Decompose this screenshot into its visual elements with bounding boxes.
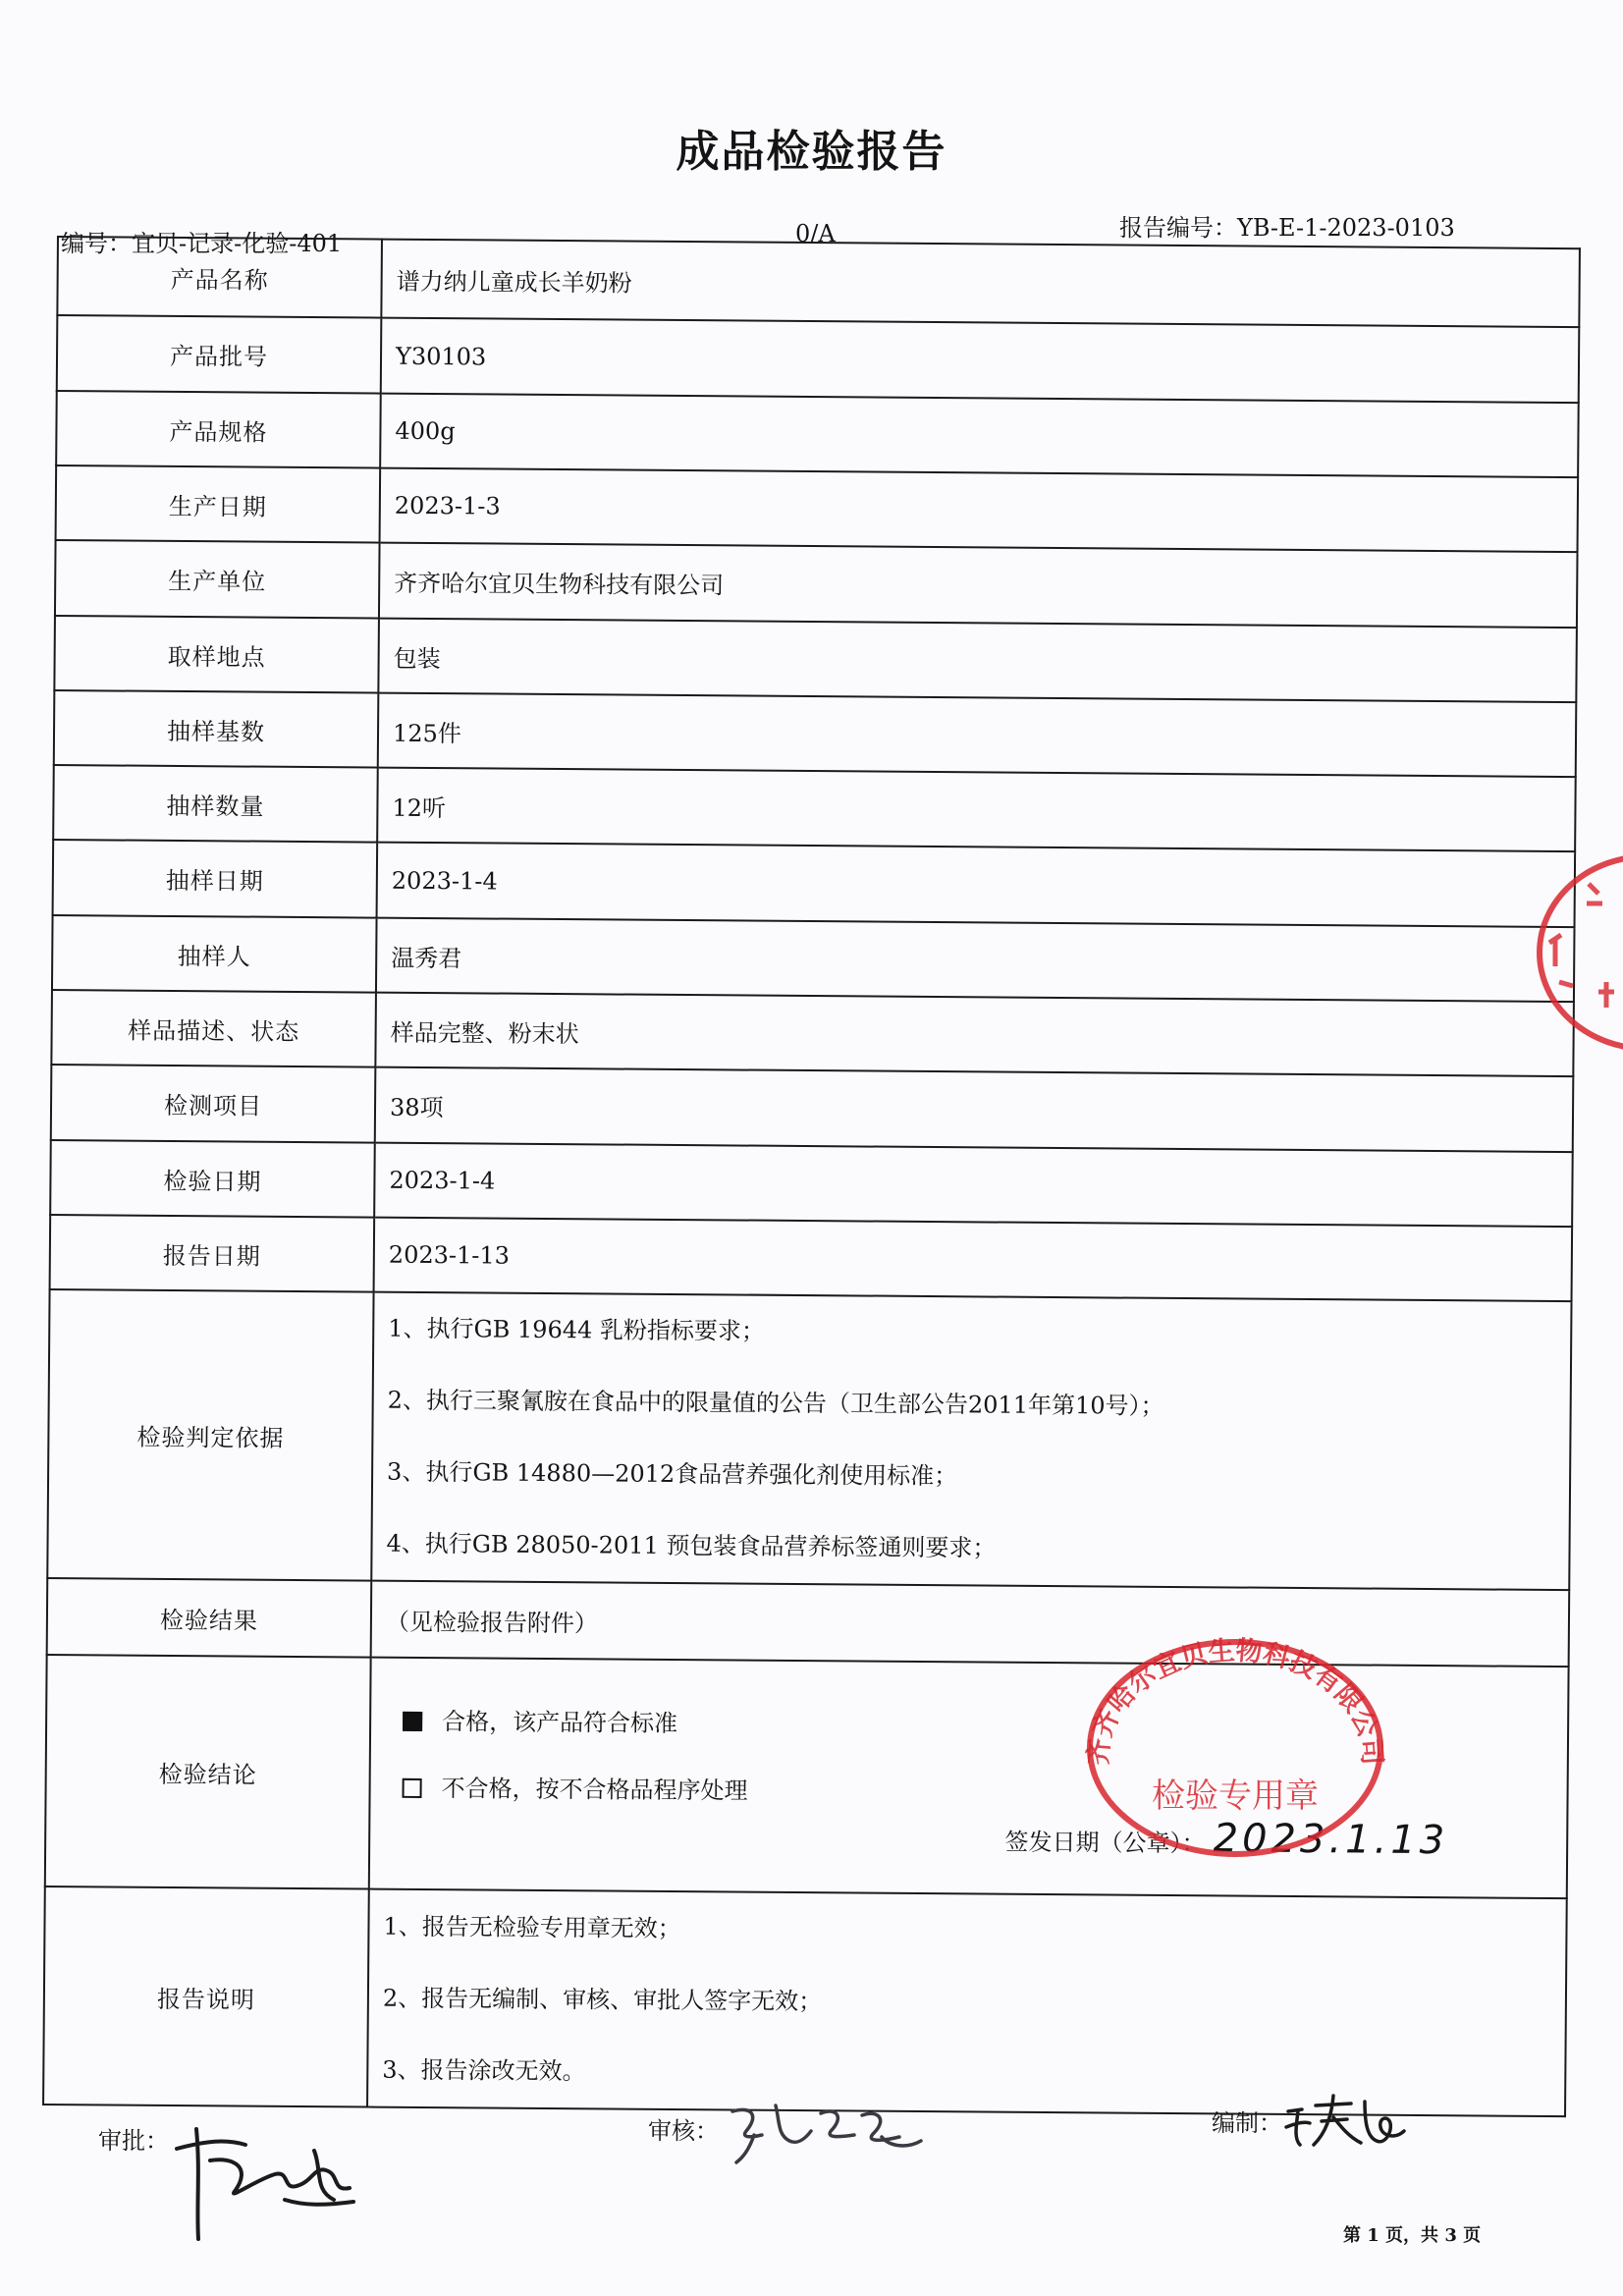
table-row bbox=[55, 540, 1578, 628]
report-number: 报告编号：YB-E-1-2023-0103 bbox=[1119, 214, 1455, 242]
checked-box-icon bbox=[403, 1712, 422, 1731]
note-item: 1、报告无检验专用章无效； bbox=[383, 1912, 681, 1942]
row-value: 2023-1-4 bbox=[374, 1143, 1573, 1228]
row-label: 抽样基数 bbox=[54, 690, 379, 768]
table-row bbox=[51, 1065, 1574, 1152]
table-row bbox=[56, 391, 1579, 477]
basis-item: 3、执行GB 14880—2012食品营养强化剂使用标准； bbox=[387, 1457, 958, 1491]
basis-item: 2、执行三聚氰胺在食品中的限量值的公告（卫生部公告2011年第10号）； bbox=[387, 1386, 1164, 1420]
row-label: 生产单位 bbox=[55, 540, 380, 619]
basis-label: 检验判定依据 bbox=[47, 1289, 373, 1581]
document-title: 成品检验报告 bbox=[676, 127, 947, 177]
row-label: 产品批号 bbox=[57, 315, 382, 394]
table-row bbox=[53, 765, 1576, 851]
basis-row bbox=[47, 1289, 1571, 1590]
row-value: 齐齐哈尔宜贝生物科技有限公司 bbox=[379, 543, 1578, 629]
preparer-signature-icon bbox=[1282, 2088, 1410, 2157]
row-value: 400g bbox=[380, 394, 1579, 478]
issue-date-label: 签发日期（公章）： bbox=[1004, 1828, 1206, 1858]
unchecked-box-icon bbox=[403, 1778, 422, 1798]
row-label: 检验日期 bbox=[50, 1140, 375, 1218]
seal-company: 齐齐哈尔宜贝生物科技有限公司 bbox=[1083, 1635, 1387, 1767]
basis-content bbox=[371, 1292, 1571, 1591]
row-label: 样品描述、状态 bbox=[51, 990, 376, 1067]
basis-item: 4、执行GB 28050-2011 预包装食品营养标签通则要求； bbox=[386, 1529, 997, 1562]
row-value: 温秀君 bbox=[376, 918, 1575, 1003]
partial-seal-icon bbox=[1520, 845, 1623, 1061]
row-label: 抽样日期 bbox=[53, 840, 378, 918]
note-item: 3、报告涂改无效。 bbox=[382, 2055, 586, 2085]
conclusion-option-fail bbox=[384, 1755, 748, 1825]
basis-item: 1、执行GB 19644 乳粉指标要求； bbox=[388, 1314, 766, 1345]
row-value: 2023-1-4 bbox=[377, 843, 1576, 928]
row-label: 生产日期 bbox=[56, 465, 381, 543]
table-row bbox=[57, 315, 1580, 403]
approver-label: 审批： bbox=[98, 2127, 169, 2155]
table-row bbox=[50, 1215, 1573, 1301]
inspection-seal-icon bbox=[1078, 1611, 1392, 1866]
conclusion-label: 检验结论 bbox=[45, 1655, 371, 1889]
option-text: 不合格，按不合格品程序处理 bbox=[441, 1775, 748, 1805]
row-label: 产品名称 bbox=[57, 237, 382, 318]
row-label: 取样地点 bbox=[54, 616, 379, 693]
conclusion-option-pass bbox=[385, 1688, 749, 1758]
row-value: 谱力纳儿童成长羊奶粉 bbox=[381, 240, 1580, 328]
result-value: （见检验报告附件） bbox=[371, 1581, 1570, 1667]
row-value: 38项 bbox=[375, 1067, 1574, 1153]
option-text: 合格，该产品符合标准 bbox=[442, 1708, 678, 1738]
notes-row bbox=[43, 1886, 1567, 2116]
table-row bbox=[56, 465, 1579, 552]
row-value: 2023-1-13 bbox=[374, 1218, 1573, 1302]
row-label: 抽样数量 bbox=[53, 765, 378, 843]
row-value: 12听 bbox=[377, 768, 1576, 852]
note-item: 2、报告无编制、审核、审批人签字无效； bbox=[382, 1984, 823, 2015]
notes-content bbox=[367, 1889, 1567, 2117]
row-value: 125件 bbox=[378, 693, 1577, 778]
seal-purpose: 检验专用章 bbox=[1152, 1777, 1319, 1816]
row-value: 样品完整、粉末状 bbox=[375, 993, 1574, 1077]
table-row bbox=[57, 237, 1580, 327]
result-label: 检验结果 bbox=[47, 1578, 372, 1658]
revision: 0/A bbox=[795, 220, 836, 247]
table-row bbox=[52, 915, 1575, 1002]
reviewer-signature-icon bbox=[725, 2092, 931, 2170]
row-label: 检测项目 bbox=[51, 1065, 376, 1143]
row-value: 包装 bbox=[378, 619, 1577, 703]
table-row bbox=[54, 616, 1577, 702]
table-row bbox=[54, 690, 1577, 777]
row-label: 报告日期 bbox=[50, 1215, 375, 1292]
row-label: 抽样人 bbox=[52, 915, 377, 993]
issue-date-value: 2023.1.13 bbox=[1213, 1816, 1449, 1864]
preparer-label: 编制： bbox=[1212, 2109, 1282, 2137]
row-label: 产品规格 bbox=[56, 391, 381, 468]
row-value: 2023-1-3 bbox=[380, 468, 1579, 553]
reviewer-label: 审核： bbox=[648, 2117, 719, 2145]
approver-signature-icon bbox=[167, 2111, 363, 2259]
notes-label: 报告说明 bbox=[43, 1886, 369, 2107]
svg-text:齐齐哈尔宜贝生物科技有限公司 bbox=[1083, 1636, 1386, 1767]
form-number: 编号：宜贝-记录-化验-401 bbox=[61, 230, 343, 257]
page-number: 第 1 页，共 3 页 bbox=[1343, 2225, 1482, 2246]
row-value: Y30103 bbox=[381, 318, 1580, 404]
table-row bbox=[53, 840, 1576, 927]
table-row bbox=[50, 1140, 1573, 1227]
table-row bbox=[51, 990, 1574, 1076]
